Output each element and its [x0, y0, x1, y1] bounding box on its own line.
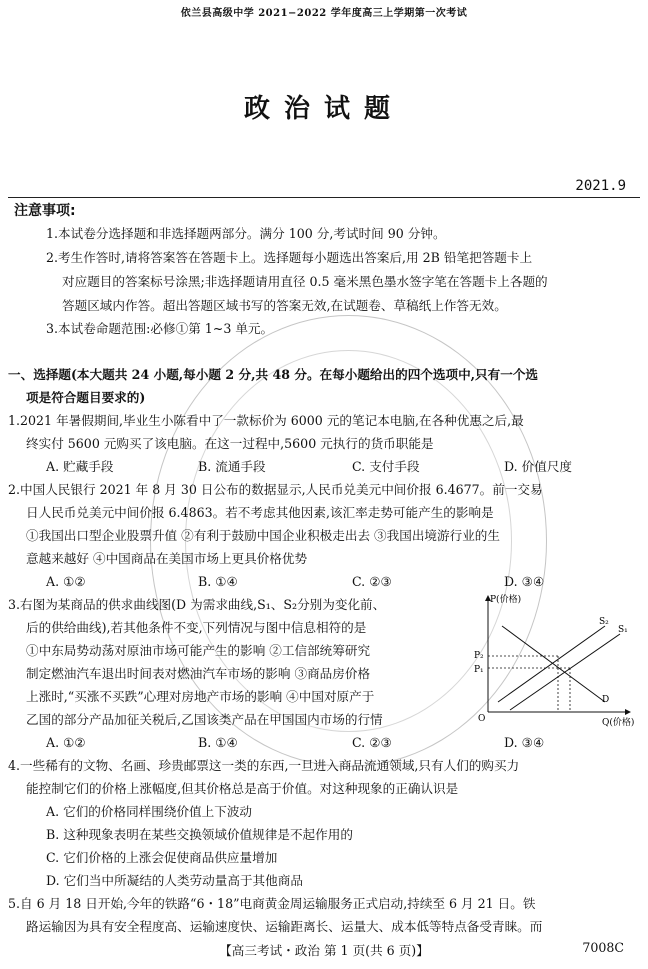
- q1-stem-line-1: 1.2021 年暑假期间,毕业生小陈看中了一款标价为 6000 元的笔记本电脑,在各种优惠之后,最: [8, 413, 524, 428]
- q3-stem-line-4: 制定燃油汽车退出时间表对燃油汽车市场的影响 ③商品房价格: [26, 666, 371, 681]
- notice-line-5: 3.本试卷命题范围:必修①第 1~3 单元。: [46, 321, 274, 336]
- subject-title: 政治试题: [243, 94, 404, 124]
- notice-line-4: 答题区域内作答。超出答题区域书写的答案无效,在试题卷、草稿纸上作答无效。: [62, 298, 507, 313]
- q4-option-b: B. 这种现象表明在某些交换领域价值规律是不起作用的: [46, 827, 353, 842]
- q2-stem-line-4: 意越来越好 ④中国商品在美国市场上更具价格优势: [26, 551, 308, 566]
- exam-title: 依兰县高级中学 2021−2022 学年度高三上学期第一次考试: [180, 8, 468, 19]
- notice-heading: 注意事项:: [14, 203, 76, 219]
- y-axis-label: P(价格): [490, 595, 522, 605]
- header-divider: [8, 197, 640, 198]
- q3-option-c: C. ②③: [352, 735, 392, 750]
- q4-stem-line-1: 4.一些稀有的文物、名画、珍贵邮票这一类的东西,一旦进入商品流通领域,只有人们的购买力: [8, 758, 520, 773]
- q1-option-a: A. 贮藏手段: [46, 459, 114, 474]
- section-heading-line-2: 项是符合题目要求的): [26, 390, 146, 405]
- q4-option-a: A. 它们的价格同样围绕价值上下波动: [46, 804, 253, 819]
- q1-option-d: D. 价值尺度: [504, 459, 573, 474]
- q2-option-d: D. ③④: [504, 574, 545, 589]
- q2-stem-line-1: 2.中国人民银行 2021 年 8 月 30 日公布的数据显示,人民币兑美元中间价报 6.4677。前一交易: [8, 482, 543, 497]
- exam-code: 7008C: [582, 940, 624, 955]
- label-d: D: [602, 695, 610, 705]
- label-s1: S₁: [618, 625, 628, 635]
- x-axis-label: Q(价格): [602, 718, 635, 728]
- q3-stem-line-6: 乙国的部分产品加征关税后,乙国该类产品在甲国国内市场的行情: [26, 712, 383, 727]
- q1-stem-line-2: 终实付 5600 元购买了该电脑。在这一过程中,5600 元执行的货币职能是: [26, 436, 434, 451]
- q2-option-c: C. ②③: [352, 574, 392, 589]
- q4-option-d: D. 它们当中所凝结的人类劳动量高于其他商品: [46, 873, 303, 888]
- q3-option-d: D. ③④: [504, 735, 545, 750]
- q1-option-b: B. 流通手段: [198, 459, 266, 474]
- label-s2: S₂: [599, 617, 609, 627]
- q2-option-a: A. ①②: [46, 574, 86, 589]
- q3-option-b: B. ①④: [198, 735, 238, 750]
- notice-line-1: 1.本试卷分选择题和非选择题两部分。满分 100 分,考试时间 90 分钟。: [46, 226, 446, 241]
- notice-line-2: 2.考生作答时,请将答案答在答题卡上。选择题每小题选出答案后,用 2B 铅笔把答题卡上: [46, 250, 533, 265]
- notice-line-3: 对应题目的答案标号涂黑;非选择题请用直径 0.5 毫米黑色墨水签字笔在答题卡上各题的: [62, 274, 548, 289]
- q2-option-b: B. ①④: [198, 574, 238, 589]
- q3-stem-line-5: 上涨时,“买涨不买跌”心理对房地产市场的影响 ④中国对原产于: [26, 689, 375, 704]
- q4-stem-line-2: 能控制它们的价格上涨幅度,但其价格总是高于价值。对这种现象的正确认识是: [26, 781, 459, 796]
- section-heading-line-1: 一、选择题(本大题共 24 小题,每小题 2 分,共 48 分。在每小题给出的四个选项中,只有一个选: [8, 367, 539, 382]
- q3-stem-line-1: 3.右图为某商品的供求曲线图(D 为需求曲线,S₁、S₂分别为变化前、: [8, 597, 386, 612]
- q4-option-c: C. 它们价格的上涨会促使商品供应量增加: [46, 850, 278, 865]
- q5-stem-line-1: 5.自 6 月 18 日开始,今年的铁路“6・18”电商黄金周运输服务正式启动,持续至 6 月 21 日。铁: [8, 896, 536, 911]
- q2-stem-line-2: 日人民币兑美元中间价报 6.4863。若不考虑其他因素,该汇率走势可能产生的影响是: [26, 505, 494, 520]
- origin-label: O: [478, 714, 486, 724]
- label-p1: P₁: [474, 665, 484, 675]
- q2-stem-line-3: ①我国出口型企业股票升值 ②有利于鼓励中国企业积极走出去 ③我国出境游行业的生: [26, 528, 500, 543]
- q3-option-a: A. ①②: [46, 735, 86, 750]
- page-footer: 【高三考试・政治 第 1 页(共 6 页)】: [219, 943, 429, 958]
- q3-stem-line-3: ①中东局势动荡对原油市场可能产生的影响 ②工信部统筹研究: [26, 643, 371, 658]
- q3-stem-line-2: 后的供给曲线),若其他条件不变,下列情况与图中信息相符的是: [26, 620, 367, 635]
- q5-stem-line-2: 路运输因为具有安全程度高、运输速度快、运输距离长、运量大、成本低等特点备受青睐。而: [26, 919, 543, 934]
- q1-option-c: C. 支付手段: [352, 459, 420, 474]
- supply-demand-graph: [470, 590, 640, 730]
- exam-date: 2021.9: [575, 178, 626, 194]
- label-p2: P₂: [474, 651, 484, 661]
